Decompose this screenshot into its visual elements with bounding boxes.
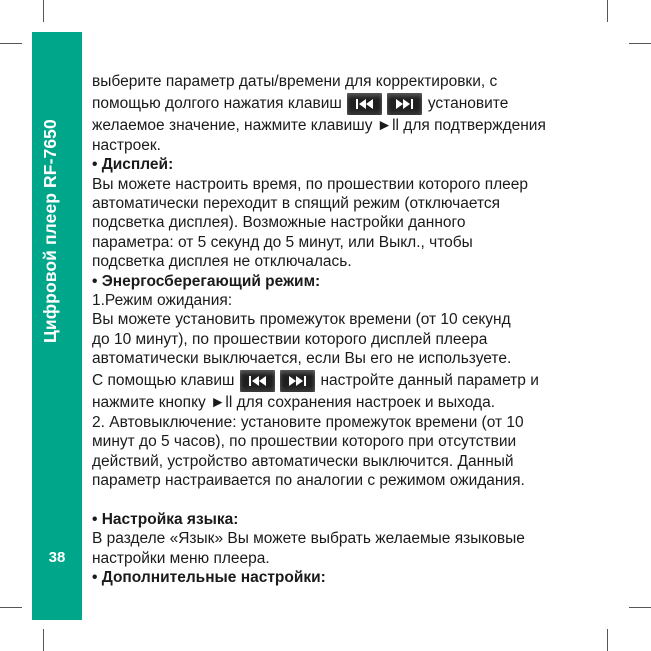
crop-mark <box>43 629 44 651</box>
text-line <box>92 368 637 393</box>
text-line: нажмите кнопку ►ll для сохранения настроек и выхода. <box>92 394 496 412</box>
text-line: настройки меню плеера. <box>92 549 270 567</box>
text-line: В разделе «Язык» Вы можете выбрать желаемые языковые <box>92 530 525 548</box>
section-heading-additional: • Дополнительные настройки: <box>92 568 326 586</box>
crop-mark <box>0 43 22 44</box>
text-line: желаемое значение, нажмите клавишу ►ll для подтверждения <box>92 117 546 135</box>
crop-mark <box>629 607 651 608</box>
text-line: Вы можете настроить время, по прошествии которого плеер <box>92 175 529 193</box>
section-heading-language: • Настройка языка: <box>92 510 239 528</box>
text-fragment: помощью долгого нажатия клавиш <box>92 95 342 113</box>
crop-mark <box>607 0 608 22</box>
text-line: автоматически выключается, если Вы его не используете. <box>92 350 512 368</box>
text-line: параметра: от 5 секунд до 5 минут, или Выкл., чтобы <box>92 233 473 251</box>
section-heading-display: • Дисплей: <box>92 156 174 174</box>
skip-previous-icon <box>240 370 275 392</box>
section-heading-power-saving: • Энергосберегающий режим: <box>92 272 321 290</box>
text-line: до 10 минут), по прошествии которого дисплей плеера <box>92 330 488 348</box>
crop-mark <box>0 607 22 608</box>
crop-mark <box>607 629 608 651</box>
text-fragment: настройте данный параметр и <box>320 372 539 390</box>
crop-mark <box>43 0 44 22</box>
text-line: настроек. <box>92 136 161 154</box>
text-line: автоматически переходит в спящий режим (отключается <box>92 194 501 212</box>
text-line: Вы можете установить промежуток времени (от 10 секунд <box>92 311 511 329</box>
skip-next-icon <box>280 370 315 392</box>
skip-next-icon <box>387 93 422 115</box>
crop-mark <box>629 43 651 44</box>
text-line: минут до 5 часов), по прошествии которого при отсутствии <box>92 433 517 451</box>
page-content <box>92 72 637 587</box>
text-line: подсветка дисплея). Возможные настройки данного <box>92 214 466 232</box>
text-line <box>92 91 637 116</box>
sidebar-title: Цифровой плеер RF-7650 <box>40 119 60 343</box>
text-fragment: С помощью клавиш <box>92 372 235 390</box>
text-line: выберите параметр даты/времени для корректировки, с <box>92 73 498 90</box>
paragraph-gap <box>92 490 637 509</box>
text-line: параметр настраивается по аналогии с режимом ожидания. <box>92 472 525 490</box>
skip-previous-icon <box>347 93 382 115</box>
text-fragment: установите <box>427 95 509 113</box>
text-line: 1.Режим ожидания: <box>92 291 233 309</box>
text-line: подсветка дисплея не отключалась. <box>92 253 352 271</box>
page-number: 38 <box>48 549 66 566</box>
text-line: 2. Автовыключение: установите промежуток времени (от 10 <box>92 413 524 431</box>
text-line: действий, устройство автоматически выключится. Данный <box>92 452 514 470</box>
